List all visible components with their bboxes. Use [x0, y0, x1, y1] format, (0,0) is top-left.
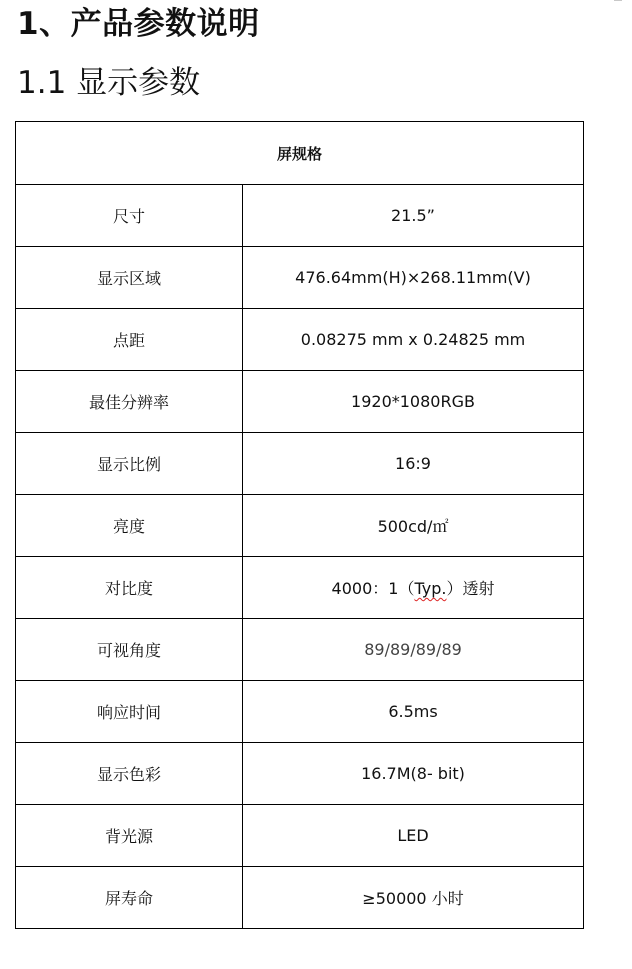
subsection-heading: 1.1 显示参数 — [17, 65, 201, 101]
row-label-resolution: 最佳分辨率 — [16, 371, 243, 433]
row-value-lifetime: ≥50000 小时 — [243, 867, 584, 929]
row-value-backlight: LED — [243, 805, 584, 867]
contrast-value-typ: Typ. — [414, 579, 447, 598]
row-value-display-area: 476.64mm(H)×268.11mm(V) — [243, 247, 584, 309]
table-header-row — [16, 122, 584, 185]
table-row — [16, 681, 584, 743]
row-label-response-time: 响应时间 — [16, 681, 243, 743]
row-value-pixel-pitch: 0.08275 mm x 0.24825 mm — [243, 309, 584, 371]
row-value-brightness: 500cd/㎡ — [243, 495, 584, 557]
table-row — [16, 867, 584, 929]
table-row — [16, 557, 584, 619]
row-value-resolution: 1920*1080RGB — [243, 371, 584, 433]
row-label-backlight: 背光源 — [16, 805, 243, 867]
table-row — [16, 433, 584, 495]
row-value-color-depth: 16.7M(8- bit) — [243, 743, 584, 805]
row-value-aspect-ratio: 16:9 — [243, 433, 584, 495]
row-label-aspect-ratio: 显示比例 — [16, 433, 243, 495]
row-label-display-area: 显示区域 — [16, 247, 243, 309]
table-row — [16, 247, 584, 309]
row-value-response-time: 6.5ms — [243, 681, 584, 743]
contrast-value-prefix: 4000：1（ — [331, 579, 415, 598]
table-row — [16, 619, 584, 681]
table-row — [16, 371, 584, 433]
table-row — [16, 743, 584, 805]
row-label-size: 尺寸 — [16, 185, 243, 247]
row-value-viewing-angle: 89/89/89/89 — [243, 619, 584, 681]
section-heading: 1、产品参数说明 — [17, 6, 260, 42]
contrast-value-suffix: ）透射 — [446, 579, 495, 598]
page-corner-mark — [614, 0, 622, 3]
table-row — [16, 805, 584, 867]
row-label-contrast: 对比度 — [16, 557, 243, 619]
table-row — [16, 309, 584, 371]
table-row — [16, 495, 584, 557]
row-value-contrast — [243, 557, 584, 619]
display-spec-table — [15, 121, 584, 929]
row-label-viewing-angle: 可视角度 — [16, 619, 243, 681]
table-header-cell: 屏规格 — [16, 122, 584, 185]
row-label-lifetime: 屏寿命 — [16, 867, 243, 929]
row-label-brightness: 亮度 — [16, 495, 243, 557]
table-row — [16, 185, 584, 247]
row-value-size: 21.5” — [243, 185, 584, 247]
row-label-pixel-pitch: 点距 — [16, 309, 243, 371]
row-label-color-depth: 显示色彩 — [16, 743, 243, 805]
